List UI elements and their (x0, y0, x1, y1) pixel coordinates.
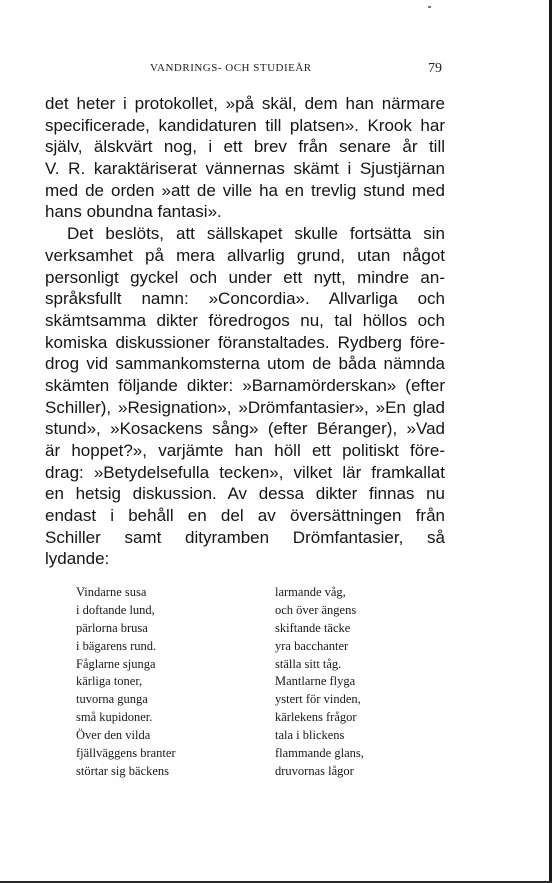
text-line: är hoppet?», varjämte han höll ett politiskt före- (45, 441, 445, 460)
text-line: lydande: (45, 549, 110, 569)
verse-line: i bägarens rund. (76, 638, 157, 653)
body-text (45, 93, 445, 570)
text-line: personligt gyckel och under ett nytt, mindre an- (45, 267, 445, 287)
verse-line: Mantlarne flyga (275, 674, 356, 689)
text-line: det heter i protokollet, »på skäl, dem han närmare (45, 94, 445, 113)
verse-line: Vindarne susa (76, 585, 147, 599)
page-number: 79 (428, 61, 442, 76)
text-line: skämten följande dikter: »Barnamörderskan» (efter (45, 375, 445, 395)
verse-line: små kupidoner. (76, 710, 153, 725)
verse-line: yra bacchanter (275, 638, 349, 653)
poem-right-column (275, 584, 364, 781)
verse-line: i doftande lund, (76, 602, 155, 617)
text-line: Schiller samt dityramben Drömfantasier, så (45, 527, 445, 547)
text-line: med de orden »att de ville ha en trevlig stund med (45, 180, 445, 200)
verse-line: kärlekens frågor (275, 710, 357, 725)
text-line: Det beslöts, att sällskapet skulle fortsätta sin (67, 224, 445, 244)
text-line: specificerade, kandidaturen till platsen». Krook har (45, 115, 445, 135)
text-line: språksfullt namn: »Concordia». Allvarliga och (45, 289, 445, 309)
verse-line: tala i blickens (275, 728, 345, 743)
poem-left-column (76, 584, 176, 781)
verse-line: druvornas lågor (275, 763, 354, 778)
verse-line: kärliga toner, (76, 674, 143, 689)
text-line: drag: »Betydelsefulla tecken», vilket lär framkallat (45, 462, 445, 482)
text-line: skämtsamma dikter föredrogos nu, tal höllos och (45, 310, 445, 330)
verse-line: pärlorna brusa (76, 620, 148, 635)
text-line: Schiller), »Resignation», »Drömfantasier», »En glad (45, 397, 445, 417)
text-line: V. R. karaktäriserat vännernas skämt i Sjustjärnan (45, 159, 445, 179)
verse-line: skiftande täcke (275, 620, 351, 635)
text-line: komiska diskussioner föranstaltades. Rydberg före- (45, 332, 445, 352)
verse-line: tuvorna gunga (76, 692, 148, 707)
verse-line: Fåglarne sjunga (76, 656, 156, 671)
verse-line: flammande glans, (275, 746, 364, 761)
verse-line: Över den vilda (76, 728, 151, 743)
verse-line: fjällväggens branter (76, 746, 176, 761)
text-line: själv, älskvärt nog, i ett brev från senare år till (45, 137, 445, 157)
running-title: VANDRINGS- OCH STUDIEÅR (150, 62, 312, 74)
scan-speck (428, 6, 431, 8)
text-line: drog vid sammankomsterna utom de båda nämnda (45, 354, 445, 374)
verse-line: ystert för vinden, (275, 692, 361, 707)
text-line: hans obundna fantasi». (45, 202, 222, 222)
text-line: en hetsig diskussion. Av dessa dikter finnas nu (45, 484, 445, 504)
text-line: stund», »Kosackens sång» (efter Béranger), »Vad (45, 419, 445, 439)
verse-line: och över ängens (275, 602, 357, 617)
text-line: endast i behåll en del av översättningen från (45, 506, 445, 526)
text-line: verksamhet på mera allvarlig grund, utan något (45, 245, 445, 265)
verse-line: larmande våg, (275, 585, 346, 599)
verse-line: ställa sitt tåg. (275, 656, 342, 671)
verse-line: störtar sig bäckens (76, 763, 170, 778)
